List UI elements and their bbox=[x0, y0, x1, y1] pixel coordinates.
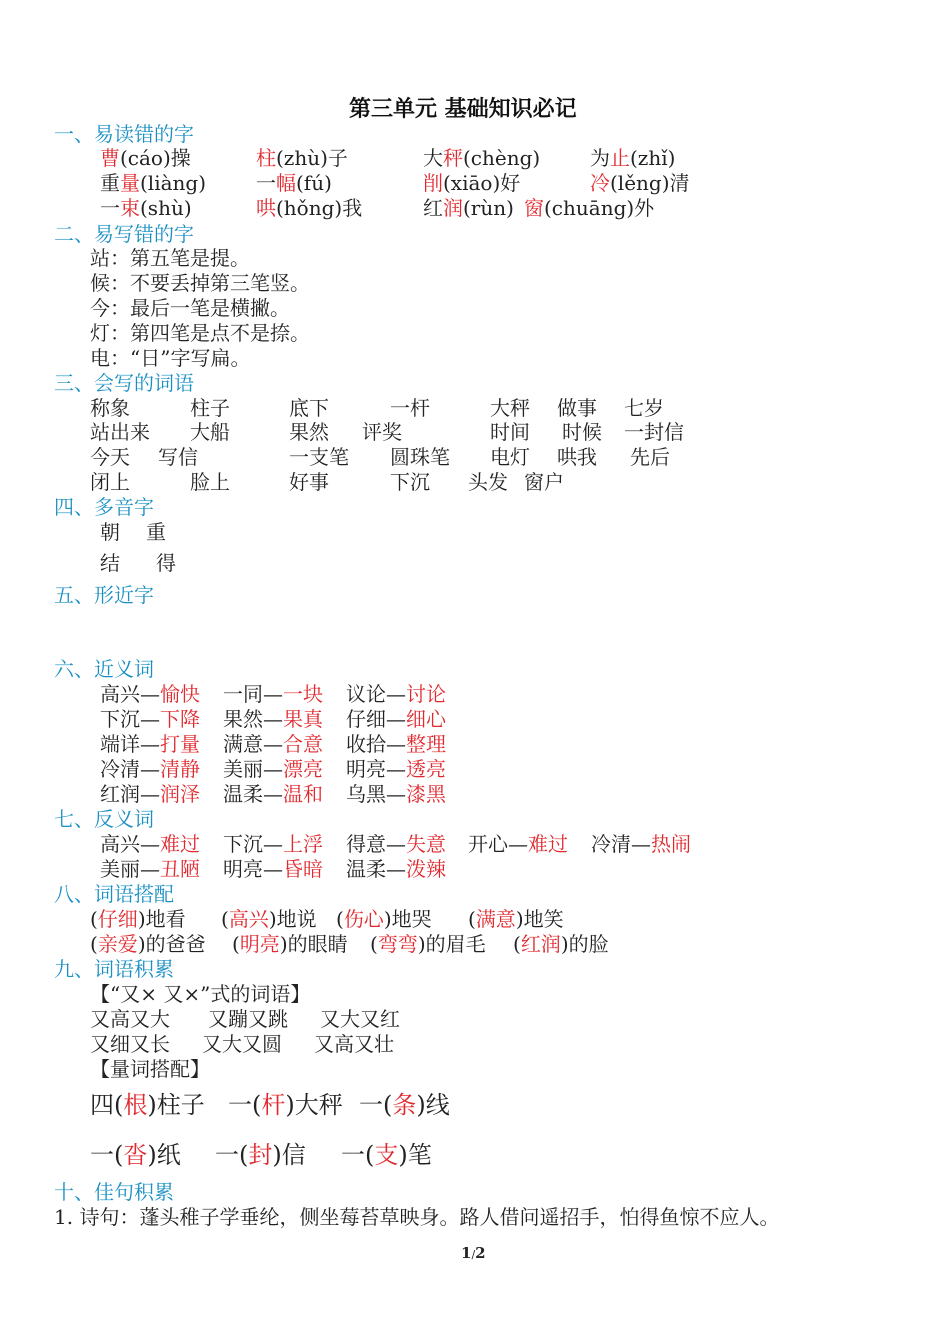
writing-tip: 灯：第四笔是点不是捺。 bbox=[90, 321, 310, 345]
polyphone-char: 得 bbox=[156, 551, 176, 575]
word-item: 一封信 bbox=[624, 420, 684, 444]
word-item: 时候 bbox=[562, 420, 602, 444]
synonym-pair: 下沉—下降 bbox=[100, 707, 200, 731]
polyphone-char: 结 bbox=[100, 551, 120, 575]
synonym-pair: 冷清—清静 bbox=[100, 757, 200, 781]
word-item: 又蹦又跳 bbox=[208, 1007, 288, 1031]
sub-heading: 【量词搭配】 bbox=[90, 1057, 210, 1081]
page-number: 1/2 bbox=[461, 1244, 486, 1262]
collocation-item: (红润)的脸 bbox=[513, 932, 609, 956]
writing-tip: 候：不要丢掉第三笔竖。 bbox=[90, 271, 310, 295]
writing-tip: 电：“日”字写扁。 bbox=[90, 346, 251, 370]
synonym-pair: 满意—合意 bbox=[223, 732, 323, 756]
easy-misread-item: 为止(zhǐ) bbox=[590, 146, 676, 170]
antonym-pair: 开心—难过 bbox=[468, 832, 568, 856]
word-item: 又大又圆 bbox=[202, 1032, 282, 1056]
easy-misread-item: 柱(zhù)子 bbox=[256, 146, 348, 170]
synonym-pair: 高兴—愉快 bbox=[100, 682, 200, 706]
word-item: 电灯 bbox=[490, 445, 530, 469]
synonym-pair: 美丽—漂亮 bbox=[223, 757, 323, 781]
measure-word-item: 一(杆)大秤 bbox=[228, 1091, 343, 1119]
writing-tip: 站：第五笔是提。 bbox=[90, 246, 250, 270]
word-item: 圆珠笔 bbox=[390, 445, 450, 469]
easy-misread-item: 重量(liàng) bbox=[100, 171, 207, 195]
word-item: 脸上 bbox=[190, 470, 230, 494]
word-item: 大船 bbox=[190, 420, 230, 444]
synonym-pair: 果然—果真 bbox=[223, 707, 323, 731]
easy-misread-item: 一幅(fú) bbox=[256, 171, 332, 195]
easy-misread-item: 窗(chuāng)外 bbox=[524, 196, 655, 220]
word-item: 又大又红 bbox=[320, 1007, 400, 1031]
section-heading-9: 九、词语积累 bbox=[54, 957, 174, 981]
word-item: 七岁 bbox=[624, 396, 664, 420]
easy-misread-item: 大秤(chèng) bbox=[423, 146, 541, 170]
word-item: 先后 bbox=[630, 445, 670, 469]
section-heading-5: 五、形近字 bbox=[54, 583, 154, 607]
easy-misread-item: 哄(hǒng)我 bbox=[256, 196, 363, 220]
word-item: 做事 bbox=[557, 396, 597, 420]
antonym-pair: 高兴—难过 bbox=[100, 832, 200, 856]
synonym-pair: 一同—一块 bbox=[223, 682, 323, 706]
word-item: 下沉 bbox=[390, 470, 430, 494]
writing-tip: 今：最后一笔是横撇。 bbox=[90, 296, 290, 320]
word-item: 柱子 bbox=[190, 396, 230, 420]
word-item: 头发 bbox=[468, 470, 508, 494]
section-heading-10: 十、佳句积累 bbox=[54, 1180, 174, 1204]
measure-word-item: 一(封)信 bbox=[215, 1141, 306, 1169]
easy-misread-item: 一束(shù) bbox=[100, 196, 192, 220]
synonym-pair: 收拾—整理 bbox=[346, 732, 446, 756]
word-item: 评奖 bbox=[362, 420, 402, 444]
collocation-item: (弯弯)的眉毛 bbox=[370, 932, 486, 956]
poem-line: 1. 诗句：蓬头稚子学垂纶，侧坐莓苔草映身。路人借问遥招手，怕得鱼惊不应人。 bbox=[54, 1205, 780, 1229]
measure-word-item: 一(支)笔 bbox=[341, 1141, 432, 1169]
section-heading-8: 八、词语搭配 bbox=[54, 882, 174, 906]
polyphone-char: 朝 bbox=[100, 520, 120, 544]
word-item: 一杆 bbox=[390, 396, 430, 420]
word-item: 又细又长 bbox=[90, 1032, 170, 1056]
polyphone-char: 重 bbox=[146, 520, 166, 544]
section-heading-3: 三、会写的词语 bbox=[54, 371, 194, 395]
word-item: 窗户 bbox=[524, 470, 564, 494]
word-item: 又高又壮 bbox=[314, 1032, 394, 1056]
word-item: 站出来 bbox=[90, 420, 150, 444]
word-item: 好事 bbox=[289, 470, 329, 494]
antonym-pair: 温柔—泼辣 bbox=[346, 857, 446, 881]
collocation-item: (伤心)地哭 bbox=[336, 907, 432, 931]
synonym-pair: 温柔—温和 bbox=[223, 782, 323, 806]
word-item: 大秤 bbox=[490, 396, 530, 420]
easy-misread-item: 冷(lěng)清 bbox=[590, 171, 690, 195]
collocation-item: (明亮)的眼睛 bbox=[232, 932, 348, 956]
easy-misread-item: 红润(rùn) bbox=[423, 196, 514, 220]
collocation-item: (仔细)地看 bbox=[90, 907, 186, 931]
synonym-pair: 端详—打量 bbox=[100, 732, 200, 756]
section-heading-7: 七、反义词 bbox=[54, 807, 154, 831]
word-item: 哄我 bbox=[557, 445, 597, 469]
easy-misread-item: 曹(cáo)操 bbox=[100, 146, 191, 170]
section-heading-4: 四、多音字 bbox=[54, 495, 154, 519]
word-item: 果然 bbox=[289, 420, 329, 444]
measure-word-item: 一(沓)纸 bbox=[90, 1141, 181, 1169]
section-heading-6: 六、近义词 bbox=[54, 657, 154, 681]
word-item: 一支笔 bbox=[289, 445, 349, 469]
word-item: 底下 bbox=[289, 396, 329, 420]
synonym-pair: 乌黑—漆黑 bbox=[346, 782, 446, 806]
page-title: 第三单元 基础知识必记 bbox=[349, 96, 577, 122]
synonym-pair: 仔细—细心 bbox=[346, 707, 446, 731]
collocation-item: (满意)地笑 bbox=[468, 907, 564, 931]
sub-heading: 【“又× 又×”式的词语】 bbox=[90, 982, 311, 1006]
antonym-pair: 得意—失意 bbox=[346, 832, 446, 856]
section-heading-1: 一、易读错的字 bbox=[54, 122, 194, 146]
word-item: 写信 bbox=[158, 445, 198, 469]
antonym-pair: 下沉—上浮 bbox=[223, 832, 323, 856]
synonym-pair: 明亮—透亮 bbox=[346, 757, 446, 781]
antonym-pair: 冷清—热闹 bbox=[591, 832, 691, 856]
word-item: 时间 bbox=[490, 420, 530, 444]
easy-misread-item: 削(xiāo)好 bbox=[423, 171, 521, 195]
measure-word-item: 一(条)线 bbox=[359, 1091, 450, 1119]
word-item: 称象 bbox=[90, 396, 130, 420]
antonym-pair: 美丽—丑陋 bbox=[100, 857, 200, 881]
word-item: 今天 bbox=[90, 445, 130, 469]
collocation-item: (高兴)地说 bbox=[221, 907, 317, 931]
synonym-pair: 议论—讨论 bbox=[346, 682, 446, 706]
antonym-pair: 明亮—昏暗 bbox=[223, 857, 323, 881]
synonym-pair: 红润—润泽 bbox=[100, 782, 200, 806]
measure-word-item: 四(根)柱子 bbox=[90, 1091, 205, 1119]
collocation-item: (亲爱)的爸爸 bbox=[90, 932, 206, 956]
word-item: 又高又大 bbox=[90, 1007, 170, 1031]
section-heading-2: 二、易写错的字 bbox=[54, 222, 194, 246]
word-item: 闭上 bbox=[90, 470, 130, 494]
